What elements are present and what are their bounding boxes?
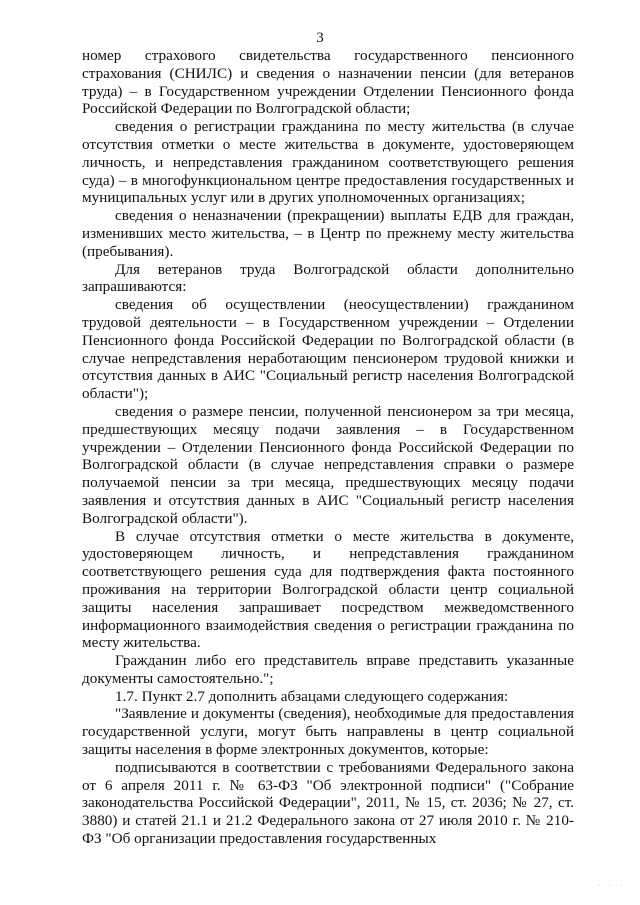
paragraph-registration: сведения о регистрации гражданина по месту жительства (в случае отсутствия отметки о месте жительства в документе, удостоверяющем личность, и непредставления гражданином соответствующего решения суда) – в многофункциональном центре предоставления государственных и муниципальных услуг или в других уполномоченных организациях; (82, 118, 574, 207)
document-body (82, 47, 574, 848)
paragraph-signature-law: подписываются в соответствии с требованиями Федерального закона от 6 апреля 2011 г. № 63-ФЗ "Об электронной подписи" ("Собрание законодательства Российской Федерации", 2011, № 15, ст. 2036; № 27, ст. 3880) и статей 21.1 и 21.2 Федерального закона от 27 июля 2010 г. № 210-ФЗ "Об организации предоставления государственных (82, 758, 574, 848)
paragraph-residence-check: В случае отсутствия отметки о месте жительства в документе, удостоверяющем личность, и непредставления гражданином соответствующего решения суда для подтверждения факта постоянного проживания на территории Волгоградской области центр социальной защиты населения запрашивает посредством межведомственного информационного взаимодействия сведения о регистрации гражданина по месту жительства. (82, 527, 574, 652)
paragraph-edv: сведения о неназначении (прекращении) выплаты ЕДВ для граждан, изменивших место жительства, – в Центр по прежнему месту жительства (пребывания). (82, 207, 574, 260)
paragraph-snils: номер страхового свидетельства государственного пенсионного страхования (СНИЛС) и сведения о назначении пенсии (для ветеранов труда) – в Государственном учреждении Отделении Пенсионного фонда Российской Федерации по Волгоградской области; (82, 47, 574, 118)
scan-edge-marks: · · · (597, 880, 626, 891)
paragraph-pension-amount: сведения о размере пенсии, полученной пенсионером за три месяца, предшествующих месяцу подачи заявления – в Государственном учреждении – Отделении Пенсионного фонда Российской Федерации по Волгоградской области (в случае непредставления справки о размере получаемой пенсии за три месяца, предшествующих месяцу подачи заявления и отсутствия данных в АИС "Социальный регистр населения Волгоградской области"). (82, 402, 574, 527)
paragraph-veterans-intro: Для ветеранов труда Волгоградской области дополнительно запрашиваются: (82, 260, 574, 296)
paragraph-labor-activity: сведения об осуществлении (неосуществлении) гражданином трудовой деятельности – в Государственном учреждении – Отделении Пенсионного фонда Российской Федерации по Волгоградской области (в случае непредставления неработающим пенсионером трудовой книжки и отсутствия данных в АИС "Социальный регистр населения Волгоградской области"); (82, 296, 574, 403)
paragraph-electronic-docs: "Заявление и документы (сведения), необходимые для предоставления государственной услуги, могут быть направлены в центр социальной защиты населения в форме электронных документов, которые: (82, 705, 574, 759)
page-number: 3 (316, 30, 324, 46)
paragraph-self-submission: Гражданин либо его представитель вправе представить указанные документы самостоятельно."; (82, 652, 574, 687)
paragraph-clause-1-7: 1.7. Пункт 2.7 дополнить абзацами следующего содержания: (115, 687, 509, 705)
